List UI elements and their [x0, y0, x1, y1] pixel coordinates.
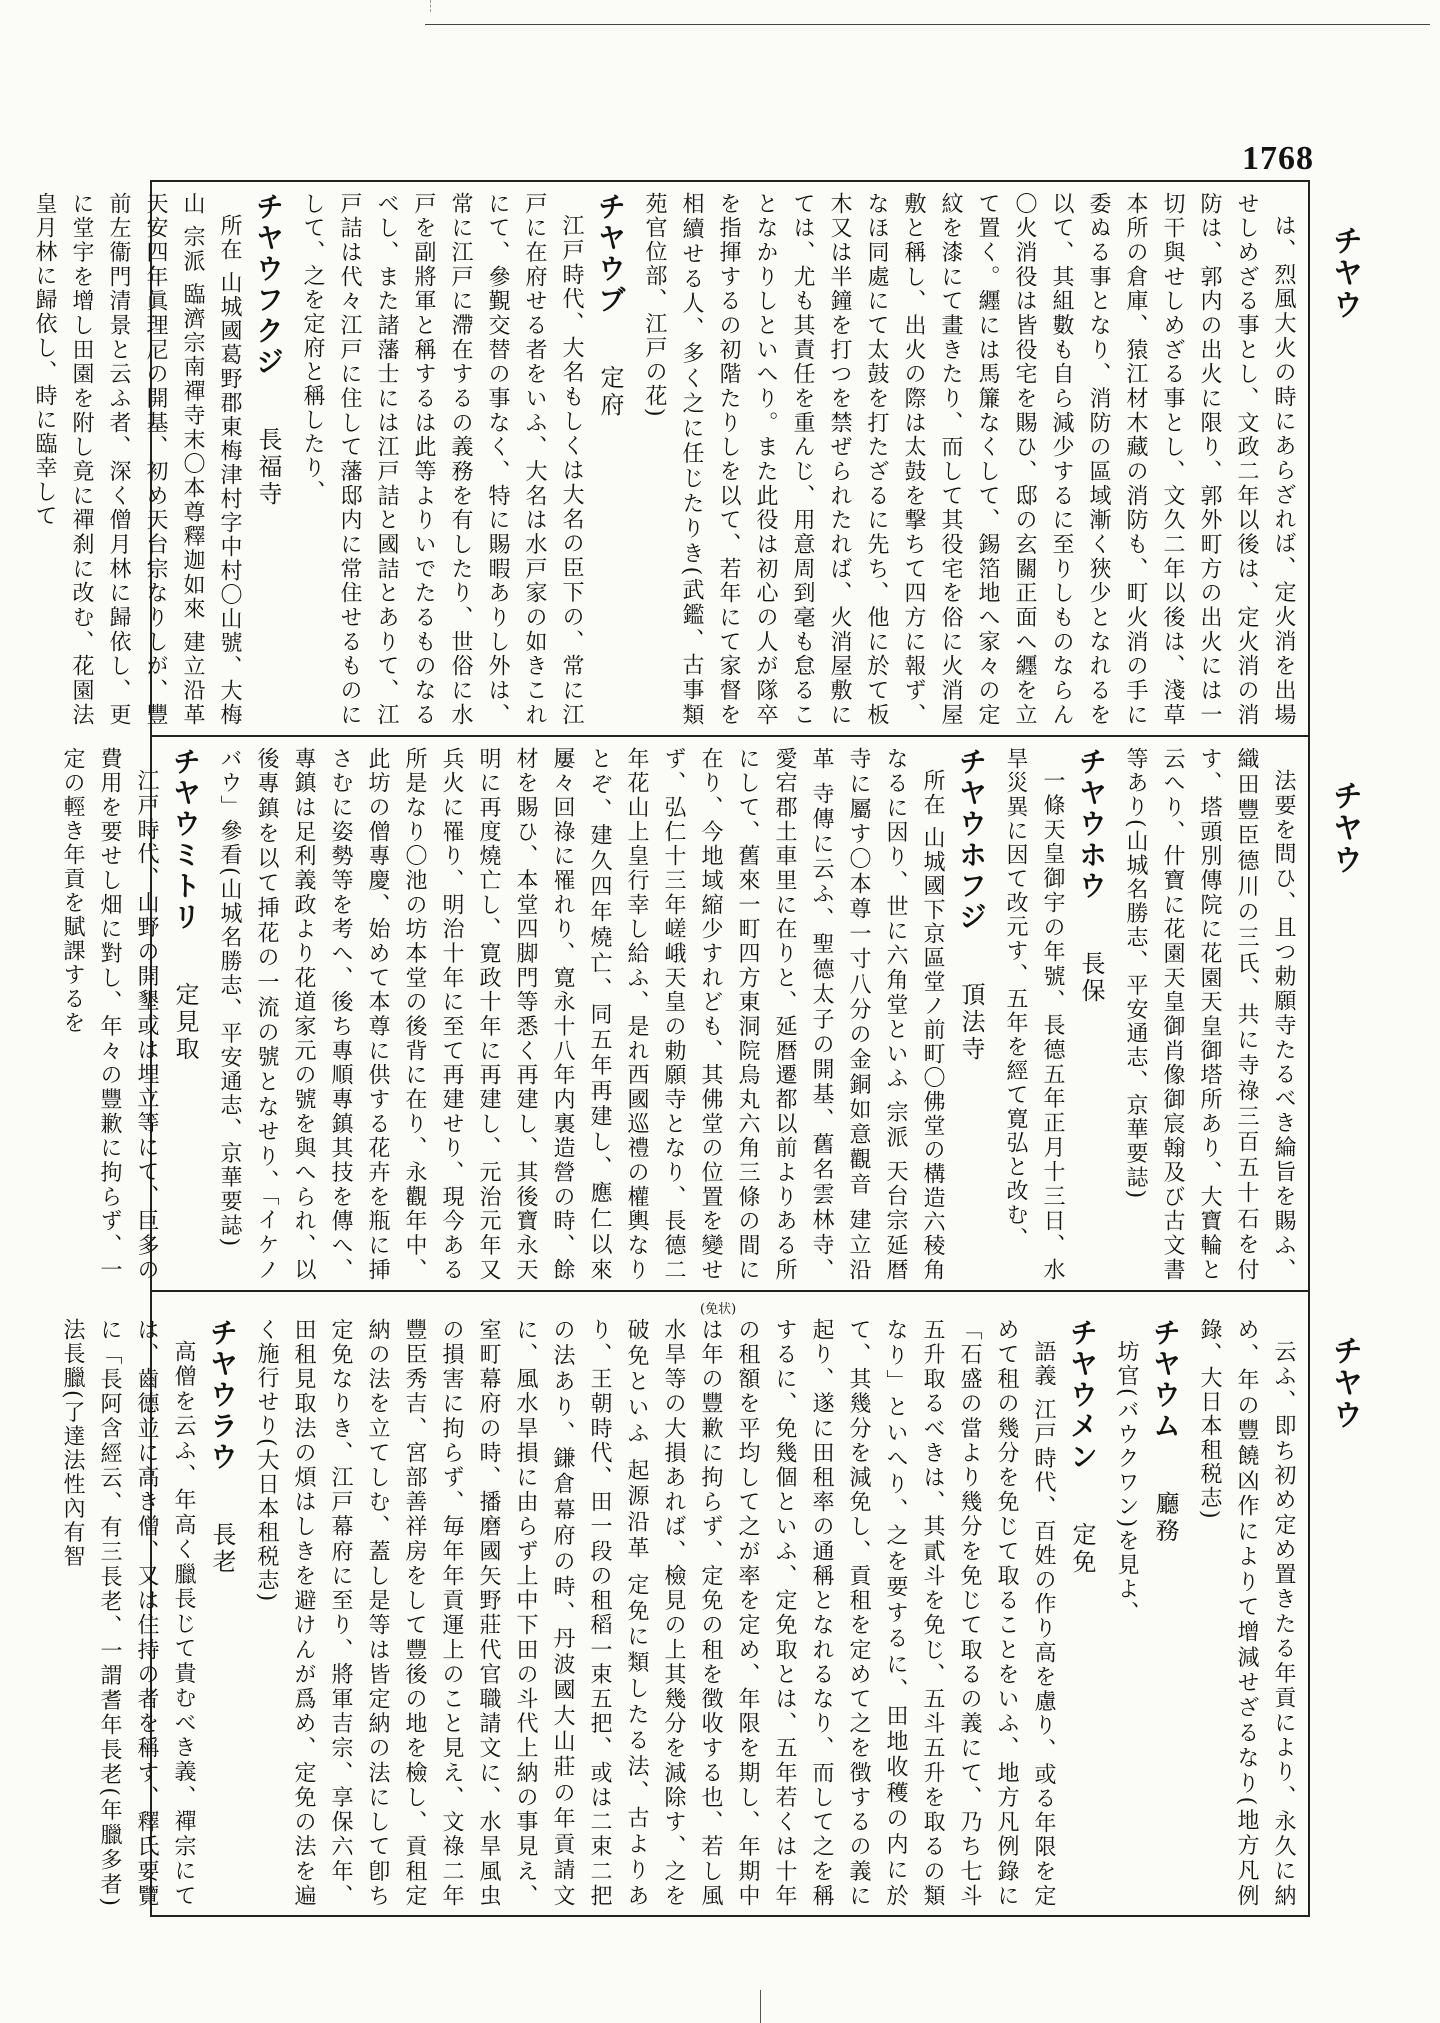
middle-body-text-0: 法要を問ひ、且つ勅願寺たるべき綸旨を賜ふ、織田豐臣德川の三氏、共に寺祿三百五十石を付す、塔頭別傳院に花園天皇御塔所あり、大寶輪と云へり、什寶に花園天皇御肖像御宸翰及び古文書等あり(山城名勝志、平安通志、京華要誌): [1123, 747, 1296, 1282]
middle-body-text-2: 所在 山城國下京區堂ノ前町〇佛堂の構造六稜角なるに因り、世に六角堂といふ 宗派 天台宗延暦寺に屬す〇本尊一寸八分の金銅如意觀音 建立沿革 寺傳に云ふ、聖德太子の開基、舊名雲林寺、愛宕郡土車里に在りと、延暦遷都以前よりある所にして、舊來一町四方東洞院烏丸六角三條の間に在り、今地域縮少すれども、其佛堂の位置を變せず、弘仁十三年嵯峨天皇の勅願寺となり、長德二年花山上皇行幸し給ふ、是れ西國巡禮の權輿なりとぞ、建久四年燒亡、同五年再建し、應仁以來屢々回祿に罹れり、寛永十八年内裏造營の時、餘材を賜ひ、本堂四脚門等悉く再建し、其後寶永天明に再度燒亡し、寛政十年に再建し、元治元年又兵火に罹り、明治十年に至て再建せり、現今ある所是なり〇池の坊本堂の後背に在り、永觀年中、此坊の僧專慶、始めて本尊に供する花卉を瓶に挿さむに姿勢等を考へ、後ち專順專鎮其技を傳へ、專鎮は足利義政より花道家元の號を與へられ、以後專鎮を以て挿花の一流の號となせり、「イケノバウ」參看(山城名勝志、平安通志、京華要誌): [217, 747, 945, 1282]
entry-heading-chomu-kanji: 廳務: [1151, 1490, 1179, 1545]
entry-heading-choho-kanji: 長保: [1077, 950, 1105, 1005]
entry-heading-jomitori-kanji: 定見取: [171, 981, 199, 1063]
entry-heading-chomu: [1145, 1318, 1185, 1908]
entry-heading-jomitori: [165, 747, 205, 1282]
entry-heading-chofukuji: [248, 192, 288, 727]
entry-heading-teifu: [590, 192, 630, 727]
entry-heading-chohoji-kanji: 頂法寺: [957, 981, 985, 1063]
entry-heading-choro: [202, 1318, 242, 1908]
lower-column-text: [60, 1318, 1302, 1908]
entry-heading-choro-kanji: 長老: [208, 1521, 236, 1576]
frame-top-rule: [150, 180, 1310, 182]
entry-heading-chomu-kana: チヤウム: [1149, 1318, 1182, 1442]
frame-mid-rule-1: [150, 735, 1310, 737]
lower-body-text-2: 語義 江戸時代、百姓の作り高を慮り、或る年限を定めて租の幾分を免じて取ることをいふ、地方凡例錄に「石盛の當より幾分を免じて取るの義にて、乃ち七斗五升取るべきは、其貳斗を免じ、五斗五升を取るの類なり」といへり、之を要するに、田地收穫の内に於て、其幾分を減免し、貢租を定めて之を徴するの義に起り、遂に田租率の通稱となれるなり、而して之を稱するに、免幾個といふ、定免取とは、五年若くは十年の租額を平均して之が率を定め、年限を期し、年期中は年の豐歉に拘らず、定免の租を徴收する也、若し風水旱等の大損あれば、檢見の上其幾分を減除す、之を破免といふ 起源沿革 定免に類したる法、古よりあり、王朝時代、田一段の租稻一束五把、或は二束二把の法あり、鎌倉幕府の時、丹波國大山莊の年貢請文に、風水旱損に由らず上中下田の斗代上納の事見え、室町幕府の時、播磨國矢野莊代官職請文に、水旱風虫の損害に拘らず、毎年年貢運上のこと見え、文祿二年豐臣秀吉、宮部善祥房をして豐後の地を檢し、貢租定納の法を立てしむ、蓋し是等は皆定納の法にして卽ち定免なりき、江戸幕府に至り、將軍吉宗、享保六年、田租見取法の煩はしきを避けんが爲め、定免の法を遍く施行せり(大日本租税志): [254, 1318, 1056, 1908]
entry-heading-chohoji-kana: チヤウホフジ: [955, 747, 988, 933]
entry-heading-choho: [1071, 747, 1111, 1282]
running-head-middle: チヤウ: [1327, 780, 1362, 876]
entry-heading-chofukuji-kanji: 長福寺: [254, 426, 282, 508]
upper-body-text: は、烈風大火の時にあらざれば、定火消を出場せしめざる事とし、文政二年以後は、定火消の消防は、郭内の出火に限り、郭外町方の出火には一切干與せしめざる事とし、文久二年以後は、淺草本所の倉庫、猿江材木藏の消防も、町火消の手に委ぬる事となり、消防の區域漸く狹少となれるを以て、其組數も自ら減少するに至りしものならん〇火消役は皆役宅を賜ひ、邸の玄關正面へ纒を立て置く。纒には馬簾なくして、錫箔地へ家々の定紋を漆にて畫きたり、而して其役宅を俗に火消屋敷と稱し、出火の際は太鼓を撃ちて四方に報ず、なほ同處にて太鼓を打たざるに先ち、他に於て板木又は半鐘を打つを禁ぜられたれば、火消屋敷にては、尤も其責任を重んじ、用意周到毫も怠ることなかりしといへり。また此役は初心の人が隊卒を指揮するの初階たりしを以て、若年にて家督を相續せる人、多く之に任じたりき(武鑑、古事類苑官位部、江戸の花): [642, 192, 1296, 727]
entry-heading-jomitori-kana: チヤウミトリ: [169, 747, 202, 933]
lower-panel: [60, 1318, 1302, 1908]
bottom-scan-mark: [760, 1990, 761, 2023]
running-head-upper: チヤウ: [1327, 225, 1362, 321]
entry-heading-choho-kana: チヤウホウ: [1075, 747, 1108, 902]
upper-column-text: [32, 192, 1302, 727]
scan-mark: [430, 0, 431, 12]
middle-body-text-1: 一條天皇御宇の年號、長德五年正月十三日、水旱災異に因て改元す、五年を經て寛弘と改む、: [1003, 747, 1065, 1282]
upper-panel: [32, 192, 1302, 727]
upper-body-text-2: 江戸時代、大名もしくは大名の臣下の、常に江戸に在府せる者をいふ、大名は水戸家の如きこれにて、參覲交替の事なく、特に賜暇ありし外は、常に江戸に滯在するの義務を有したり、世俗に水戸を副將軍と稱するは此等よりいでたるものなるべし、また諸藩士には江戸詰と國詰とありて、江戸詰は代々江戸に住して藩邸内に常住せるものにして、之を定府と稱したり、: [300, 192, 584, 727]
entry-heading-teifu-kanji: 定府: [596, 364, 624, 419]
entry-heading-choro-kana: チヤウラウ: [206, 1318, 239, 1473]
entry-heading-jomen: [1062, 1318, 1102, 1908]
entry-heading-jomen-kana: チヤウメン: [1066, 1318, 1099, 1473]
entry-heading-chohoji: [951, 747, 991, 1282]
running-head-lower: チヤウ: [1327, 1335, 1362, 1431]
frame-bottom-rule: [150, 1915, 1310, 1917]
top-edge-rule: [425, 24, 1430, 25]
middle-body-text-3: 江戸時代、山野の開墾或は埋立等にて、巨多の費用を要せし畑に對し、年々の豐歉に拘らず、一定の輕き年貢を賦課するを: [60, 747, 159, 1282]
middle-panel: [60, 747, 1302, 1282]
page-number: 1768: [1242, 140, 1314, 177]
entry-heading-jomen-kanji: 定免: [1068, 1521, 1096, 1576]
frame-mid-rule-2: [150, 1290, 1310, 1292]
lower-body-text-0: 云ふ、即ち初め定め置きたる年貢により、永久に納め、年の豐饒凶作によりて增減せざるなり(地方凡例錄、大日本租税志): [1197, 1318, 1296, 1908]
frame-right-rule: [1308, 180, 1310, 1915]
entry-heading-chofukuji-kana: チヤウフクジ: [252, 192, 285, 378]
entry-heading-teifu-kana: チヤウブ: [594, 192, 627, 316]
lower-body-text-1: 坊官(バウクワン)を見よ、: [1114, 1340, 1139, 1626]
middle-column-text: [60, 747, 1302, 1282]
upper-body-text-3: 所在 山城國葛野郡東梅津村字中村〇山號、大梅山 宗派 臨濟宗南禪寺末〇本尊釋迦如來 建立沿革 天安四年眞理尼の開基、初め天台宗なりしが、豐前左衞門清景と云ふ者、深く僧月林に歸依し、更に堂宇を增し田園を附し竟に禪刹に改む、花園法皇月林に歸依し、時に臨幸して: [32, 192, 242, 727]
menjo-note: (免状): [700, 1302, 737, 1317]
lower-body-text-3: 高僧を云ふ、年高く臘長じて貴むべき義、禪宗にては、齒德並に高き僧、又は住持の者を稱す、釋氏要覽に「長阿含經云、有三長老、一謂耆年長老(年臘多者)法長臘(了達法性內有智: [60, 1318, 196, 1908]
